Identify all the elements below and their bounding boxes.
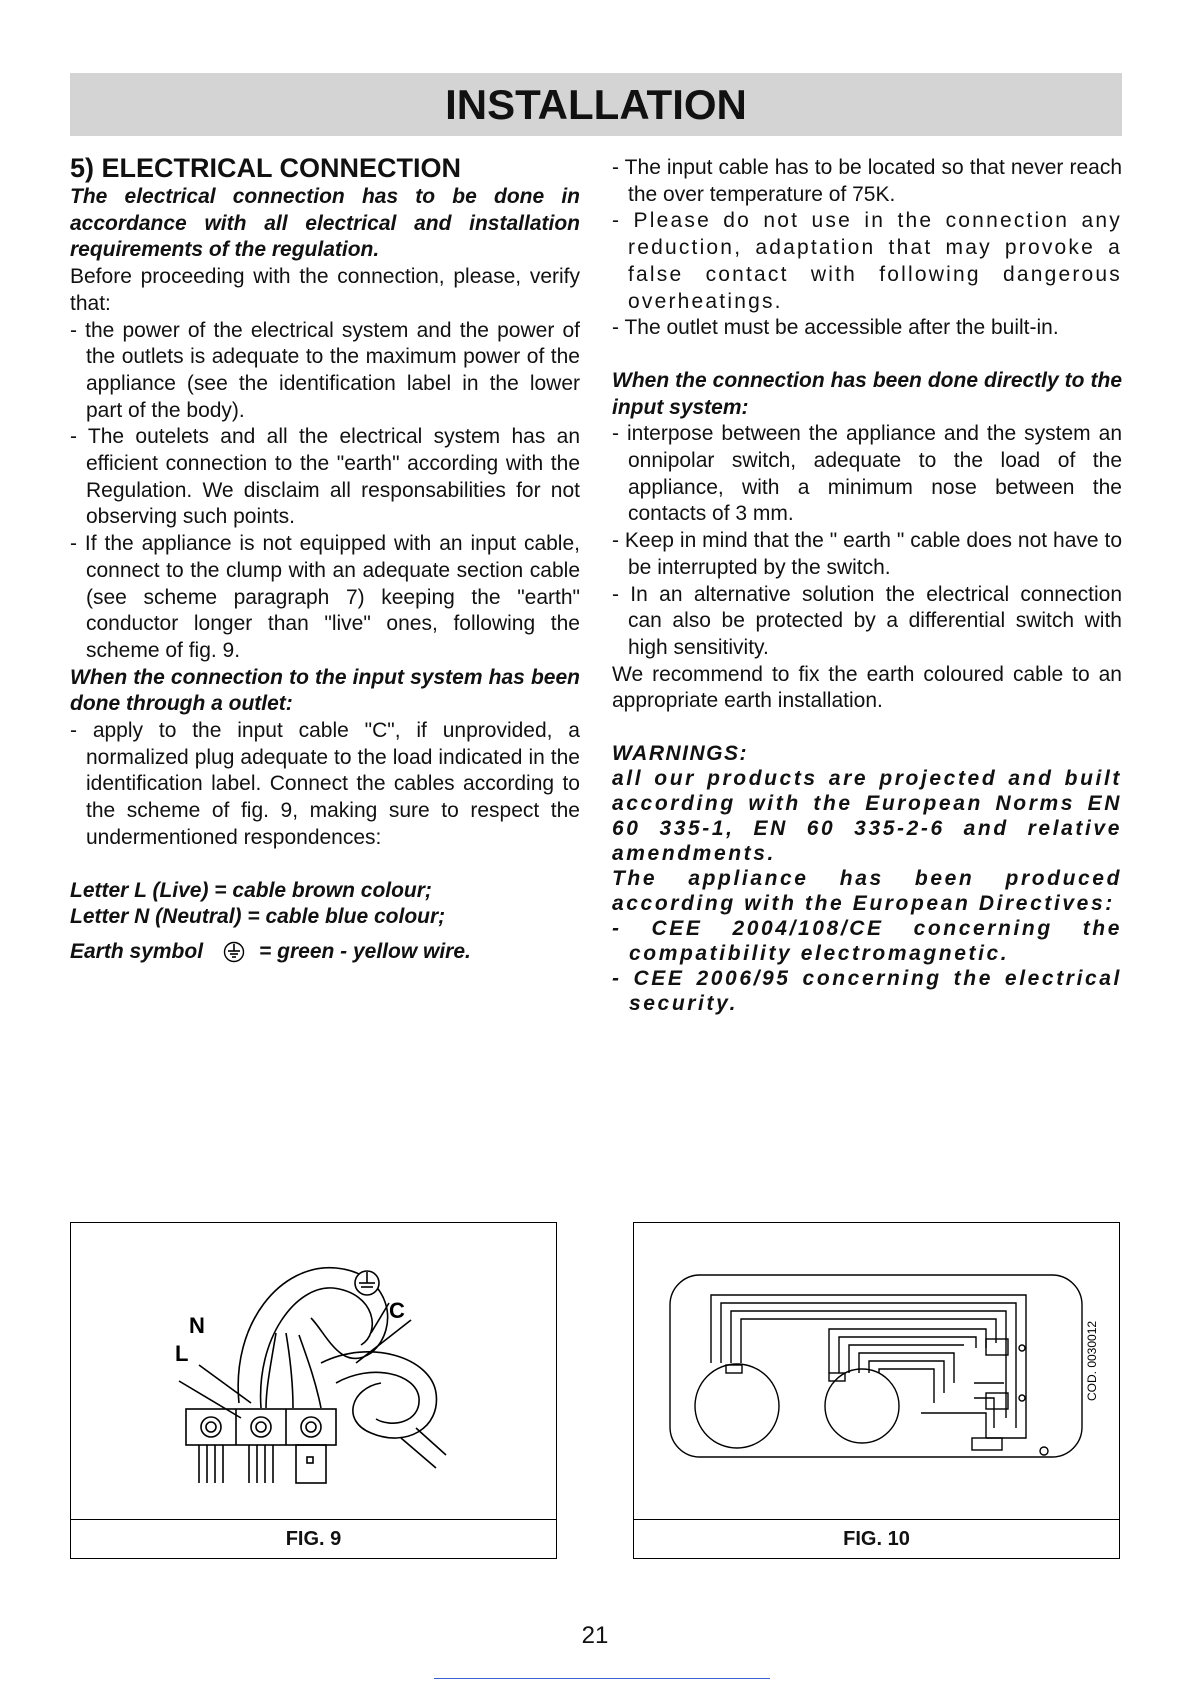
earth-symbol-icon <box>223 941 245 963</box>
check-item: - the power of the electrical system and the power of the outlets is adequate to the maximum power of the appliance (see the identification label in the lower part of the body). <box>70 318 580 422</box>
warnings-title: WARNINGS: <box>612 742 748 766</box>
warnings-paragraph: The appliance has been produced according with the European Directives: <box>612 867 1122 916</box>
fig9-caption: FIG. 9 <box>71 1519 556 1558</box>
page-title: INSTALLATION <box>445 80 747 128</box>
section-title: 5) ELECTRICAL CONNECTION <box>70 153 462 183</box>
direct-heading: When the connection has been done directly to the input system: <box>612 368 1122 419</box>
direct-item: - interpose between the appliance and the system an onnipolar switch, adequate to the load of the appliance, with a minimum nose between the contacts of 3 mm. <box>612 422 1122 526</box>
fig10-caption: FIG. 10 <box>634 1519 1119 1558</box>
cable-item: - The input cable has to be located so that never reach the over temperature of 75K. <box>612 156 1122 206</box>
terminal-block-drawing <box>71 1223 556 1518</box>
label-n: N <box>189 1313 205 1338</box>
warnings-paragraph: all our products are projected and built according with the European Norms EN 60 335-1, EN 60 335-2-6 and relative amendments. <box>612 767 1122 866</box>
warnings-item: - CEE 2004/108/CE concerning the compatibility electromagnetic. <box>612 917 1122 966</box>
page-number: 21 <box>581 1622 609 1649</box>
check-item: - The outelets and all the electrical system has an efficient connection to the "earth" according with the Regulation. We disclaim all responsabilities for not observing such points. <box>70 425 580 529</box>
recommend-text: We recommend to fix the earth coloured cable to an appropriate earth installation. <box>612 662 1122 713</box>
outlet-heading: When the connection to the input system has been done through a outlet: <box>70 665 580 716</box>
wiring-diagram <box>634 1223 1119 1518</box>
earth-label: Earth symbol <box>70 939 204 963</box>
earth-symbol-line <box>70 939 580 966</box>
check-item: - If the appliance is not equipped with an input cable, connect to the clump with an adequate section cable (see scheme paragraph 7) keeping the "earth" conductor longer than "live" ones, following the scheme of fig. 9. <box>70 532 580 662</box>
intro-bold: The electrical connection has to be done in accordance with all electrical and installation requirements of the regulation. <box>70 185 580 262</box>
figure-10 <box>633 1222 1120 1559</box>
cable-item: - Please do not use in the connection any reduction, adaptation that may provoke a false contact with following dangerous overheatings. <box>612 209 1122 313</box>
diagram-code: COD. 0030012 <box>1085 1320 1099 1401</box>
label-l: L <box>175 1341 189 1366</box>
label-c: C <box>389 1298 405 1323</box>
figure-9 <box>70 1222 557 1559</box>
warnings-item: - CEE 2006/95 concerning the electrical security. <box>612 967 1122 1016</box>
outlet-item: - apply to the input cable "C", if unprovided, a normalized plug adequate to the load indicated in the identification label. Connect the cables according to the scheme of fig. 9, making sure to respect the undermentioned respondences: <box>70 719 580 849</box>
intro-text: Before proceeding with the connection, please, verify that: <box>70 265 580 315</box>
letter-n-line: Letter N (Neutral) = cable blue colour; <box>70 905 446 929</box>
earth-value: = green - yellow wire. <box>259 939 471 963</box>
cable-item: - The outlet must be accessible after the built-in. <box>612 316 1059 340</box>
left-column <box>70 152 580 966</box>
letter-l-line: Letter L (Live) = cable brown colour; <box>70 878 432 902</box>
direct-item: - In an alternative solution the electrical connection can also be protected by a differential switch with high sensitivity. <box>612 582 1122 659</box>
footer-rule <box>434 1678 770 1679</box>
right-column <box>612 155 1122 1016</box>
direct-item: - Keep in mind that the " earth " cable does not have to be interrupted by the switch. <box>612 529 1122 579</box>
header-banner <box>70 73 1122 136</box>
